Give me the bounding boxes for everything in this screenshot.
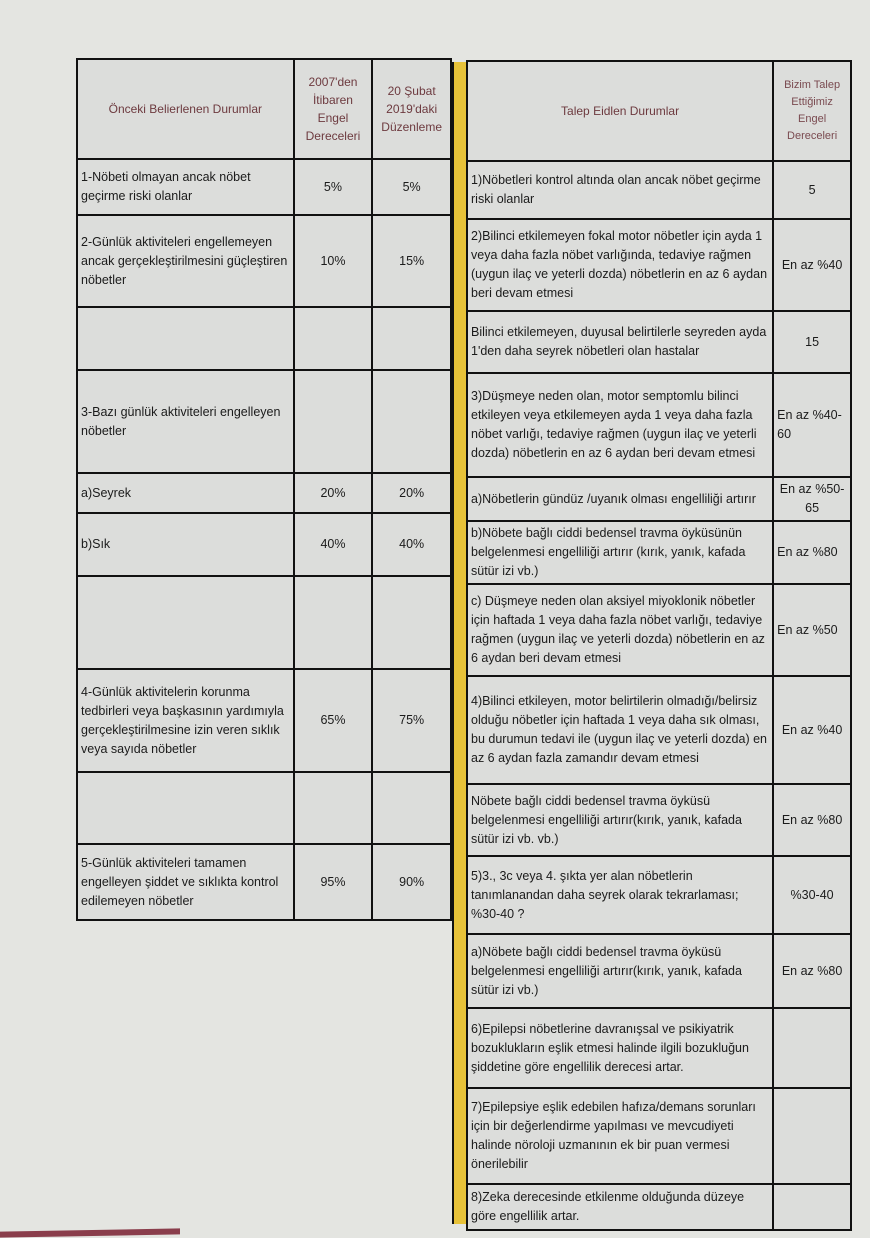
table-row: [77, 473, 451, 513]
table-row: [467, 584, 851, 676]
table-row: [467, 521, 851, 584]
value-2019: 5%: [372, 159, 451, 215]
requested-value: En az %40: [773, 219, 851, 311]
table-row: [77, 844, 451, 920]
table-row: [467, 1184, 851, 1230]
requested-value: %30-40: [773, 856, 851, 934]
value-2019: [372, 370, 451, 473]
row-label: c) Düşmeye neden olan aksiyel miyoklonik nöbetler için haftada 1 veya daha fazla nöbet varlığı, tedaviye rağmen (uygun ilaç ve yeterli dozda) nöbetlerin en az 6 aydan beri devam etmesi: [467, 584, 773, 676]
requested-value: [773, 1088, 851, 1184]
requested-value: 15: [773, 311, 851, 373]
value-2019: 20%: [372, 473, 451, 513]
requested-value: En az %50-65: [773, 477, 851, 521]
header-previous-conditions: Önceki Belierlenen Durumlar: [77, 59, 294, 159]
table-header-row: [77, 59, 451, 159]
requested-value: En az %80: [773, 934, 851, 1008]
table-row: [467, 219, 851, 311]
row-label: a)Nöbete bağlı ciddi bedensel travma öyküsü belgelenmesi engelliliği artırır(kırık, yanık, kafada sütür izi vb.): [467, 934, 773, 1008]
table-row: [467, 477, 851, 521]
table-row: [467, 676, 851, 784]
table-row: [467, 856, 851, 934]
requested-value: En az %80: [773, 521, 851, 584]
header-2019-regulation: 20 Şubat 2019'daki Düzenleme: [372, 59, 451, 159]
row-label: Bilinci etkilemeyen, duyusal belirtilerle seyreden ayda 1'den daha seyrek nöbetleri olan hastalar: [467, 311, 773, 373]
value-2019: 40%: [372, 513, 451, 576]
table-row: [77, 772, 451, 844]
previous-conditions-table: [76, 58, 452, 921]
row-label: b)Nöbete bağlı ciddi bedensel travma öyküsünün belgelenmesi engelliliği artırır (kırık, yanık, kafada sütür izi vb.): [467, 521, 773, 584]
row-label: 2-Günlük aktiviteleri engellemeyen ancak gerçekleştirilmesini güçleştiren nöbetler: [77, 215, 294, 307]
table-row: [467, 311, 851, 373]
requested-value: En az %80: [773, 784, 851, 856]
row-label: 3)Düşmeye neden olan, motor semptomlu bilinci etkileyen veya etkilemeyen ayda 1 veya daha fazla nöbet varlığı, tedaviye rağmen (uygun ilaç ve yeterli dozda) nöbetlerin en az 6 aydan beri devam etmesi: [467, 373, 773, 477]
row-label: 5-Günlük aktiviteleri tamamen engelleyen şiddet ve sıklıkta kontrol edilemeyen nöbetler: [77, 844, 294, 920]
requested-value: [773, 1184, 851, 1230]
page-edge-shadow: [0, 1228, 180, 1237]
row-label: 2)Bilinci etkilemeyen fokal motor nöbetler için ayda 1 veya daha fazla nöbet varlığında, tedaviye rağmen (uygun ilaç ve yeterli dozda) nöbetlerin en az 6 aydan beri devam etmesi: [467, 219, 773, 311]
row-label: 5)3., 3c veya 4. şıkta yer alan nöbetlerin tanımlanandan daha seyrek olarak tekrarlaması; %30-40 ?: [467, 856, 773, 934]
value-2007: 65%: [294, 669, 373, 772]
row-label: Nöbete bağlı ciddi bedensel travma öyküsü belgelenmesi engelliliği artırır(kırık, yanık, kafada sütür izi vb. vb.): [467, 784, 773, 856]
row-label: [77, 307, 294, 370]
value-2007: 40%: [294, 513, 373, 576]
row-label: a)Nöbetlerin gündüz /uyanık olması engelliliği artırır: [467, 477, 773, 521]
row-label: 4-Günlük aktivitelerin korunma tedbirleri veya başkasının yardımıyla gerçekleştirilmesine izin veren sıklık veya sayıda nöbetler: [77, 669, 294, 772]
row-label: 3-Bazı günlük aktiviteleri engelleyen nöbetler: [77, 370, 294, 473]
value-2007: 5%: [294, 159, 373, 215]
header-2007-degrees: 2007'den İtibaren Engel Dereceleri: [294, 59, 373, 159]
table-row: [77, 370, 451, 473]
header-requested-conditions: Talep Eidlen Durumlar: [467, 61, 773, 161]
value-2019: [372, 576, 451, 669]
row-label: a)Seyrek: [77, 473, 294, 513]
table-header-row: [467, 61, 851, 161]
table-row: [467, 784, 851, 856]
value-2007: [294, 307, 373, 370]
table-row: [467, 934, 851, 1008]
row-label: 1)Nöbetleri kontrol altında olan ancak nöbet geçirme riski olanlar: [467, 161, 773, 219]
row-label: 6)Epilepsi nöbetlerine davranışsal ve psikiyatrik bozuklukların eşlik etmesi halinde ilgili bozukluğun şiddetine göre engellilik derecesi artar.: [467, 1008, 773, 1088]
value-2019: 75%: [372, 669, 451, 772]
value-2007: [294, 370, 373, 473]
table-row: [467, 373, 851, 477]
value-2019: 90%: [372, 844, 451, 920]
row-label: [77, 772, 294, 844]
value-2007: [294, 576, 373, 669]
row-label: 7)Epilepsiye eşlik edebilen hafıza/demans sorunları için bir değerlendirme yapılması ve mevcudiyeti halinde nöroloji uzmanının ek bir puan vermesi önerilebilir: [467, 1088, 773, 1184]
table-row: [77, 669, 451, 772]
row-label: 1-Nöbeti olmayan ancak nöbet geçirme riski olanlar: [77, 159, 294, 215]
table-row: [77, 307, 451, 370]
table-row: [77, 576, 451, 669]
requested-value: 5: [773, 161, 851, 219]
table-row: [467, 1008, 851, 1088]
row-label: b)Sık: [77, 513, 294, 576]
value-2007: 95%: [294, 844, 373, 920]
requested-conditions-table: [466, 60, 852, 1231]
value-2007: 20%: [294, 473, 373, 513]
value-2007: 10%: [294, 215, 373, 307]
value-2019: [372, 772, 451, 844]
value-2019: [372, 307, 451, 370]
header-requested-degrees: Bizim Talep Ettiğimiz Engel Dereceleri: [773, 61, 851, 161]
table-row: [77, 159, 451, 215]
requested-value: En az %50: [773, 584, 851, 676]
row-label: 4)Bilinci etkileyen, motor belirtilerin olmadığı/belirsiz olduğu nöbetler için haftada 1 veya daha sık olması, bu durumun tedavi ile (uygun ilaç ve yeterli dozda) en az 6 aydan fazla zamandır devam etmesi: [467, 676, 773, 784]
value-2007: [294, 772, 373, 844]
row-label: 8)Zeka derecesinde etkilenme olduğunda düzeye göre engellilik artar.: [467, 1184, 773, 1230]
row-label: [77, 576, 294, 669]
table-row: [467, 1088, 851, 1184]
requested-value: En az %40: [773, 676, 851, 784]
table-row: [77, 513, 451, 576]
requested-value: En az %40-60: [773, 373, 851, 477]
table-row: [467, 161, 851, 219]
table-row: [77, 215, 451, 307]
value-2019: 15%: [372, 215, 451, 307]
requested-value: [773, 1008, 851, 1088]
